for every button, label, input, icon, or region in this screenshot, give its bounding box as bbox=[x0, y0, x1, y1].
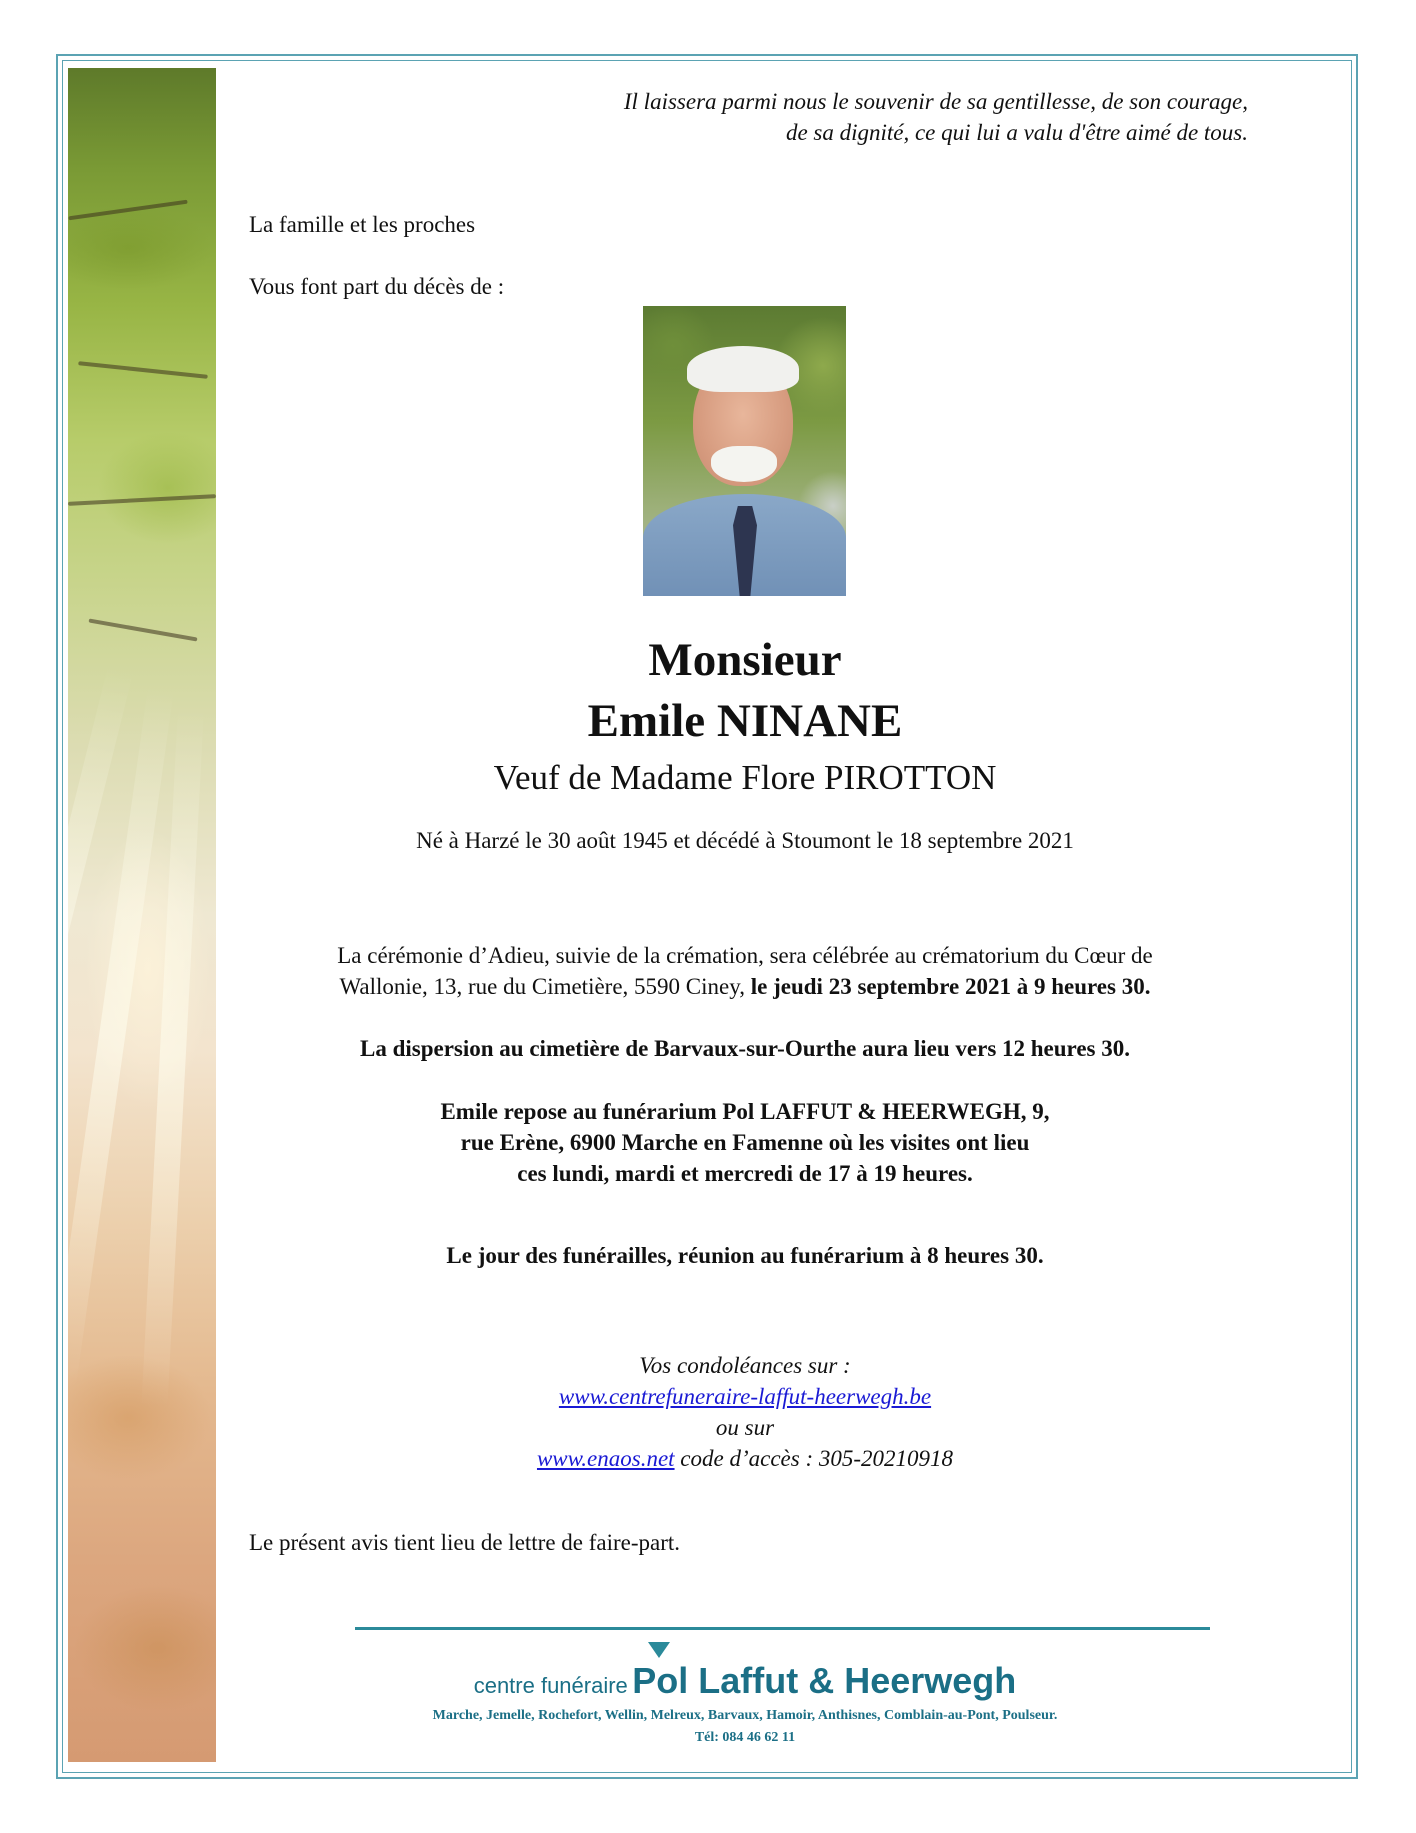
forest-path-image bbox=[68, 68, 216, 1762]
ceremony-line-2 bbox=[240, 971, 1250, 1002]
ceremony-location: Wallonie, 13, rue du Cimetière, 5590 Ciney, bbox=[339, 974, 745, 999]
logo-brand-text: Pol Laffut & Heerwegh bbox=[632, 1660, 1017, 1701]
condolences-heading: Vos condoléances sur : bbox=[639, 1353, 851, 1378]
repose-line-1: Emile repose au funérarium Pol LAFFUT & HEERWEGH, 9, bbox=[440, 1099, 1050, 1124]
condolences-link-enaos[interactable]: www.enaos.net bbox=[536, 1446, 675, 1471]
memorial-quote bbox=[348, 86, 1248, 148]
condolences-link-funeral-home[interactable]: www.centrefuneraire-laffut-heerwegh.be bbox=[558, 1384, 932, 1409]
announce-line: Vous font part du décès de : bbox=[249, 274, 505, 299]
funeral-home-logo bbox=[240, 1660, 1250, 1702]
footer-phone: Tél: 084 46 62 11 bbox=[694, 1730, 796, 1745]
widow-of-line: Veuf de Madame Flore PIROTTON bbox=[493, 758, 997, 797]
condolences-enaos-line bbox=[240, 1443, 1250, 1474]
deceased-title: Monsieur bbox=[648, 634, 842, 686]
quote-line-2: de sa dignité, ce qui lui a valu d'être aimé de tous. bbox=[785, 120, 1248, 145]
condolences-link-line bbox=[240, 1381, 1250, 1412]
logo-triangle-icon bbox=[648, 1642, 670, 1658]
funeral-day-line: Le jour des funérailles, réunion au funérarium à 8 heures 30. bbox=[446, 1243, 1044, 1268]
dispersion-line: La dispersion au cimetière de Barvaux-sur-Ourthe aura lieu vers 12 heures 30. bbox=[359, 1036, 1131, 1061]
footer-towns: Marche, Jemelle, Rochefort, Wellin, Melreux, Barvaux, Hamoir, Anthisnes, Comblain-au-Pont, Poulseur. bbox=[432, 1708, 1058, 1723]
family-line: La famille et les proches bbox=[249, 212, 476, 237]
birth-death-line: Né à Harzé le 30 août 1945 et décédé à Stoumont le 18 septembre 2021 bbox=[416, 828, 1074, 853]
quote-line-1: Il laissera parmi nous le souvenir de sa gentillesse, de son courage, bbox=[623, 89, 1248, 114]
deceased-name: Emile NINANE bbox=[587, 695, 903, 747]
condolences-or: ou sur bbox=[715, 1415, 775, 1440]
logo-small-text: centre funéraire bbox=[473, 1673, 628, 1698]
repose-line-2: rue Erène, 6900 Marche en Famenne où les visites ont lieu bbox=[460, 1130, 1030, 1155]
repose-line-3: ces lundi, mardi et mercredi de 17 à 19 heures. bbox=[517, 1161, 973, 1186]
access-code: code d’accès : 305-20210918 bbox=[680, 1446, 954, 1471]
ceremony-datetime: le jeudi 23 septembre 2021 à 9 heures 30. bbox=[750, 974, 1151, 999]
portrait-photo bbox=[643, 306, 846, 596]
notice-line: Le présent avis tient lieu de lettre de faire-part. bbox=[249, 1530, 681, 1555]
ceremony-line-1: La cérémonie d’Adieu, suivie de la crémation, sera célébrée au crématorium du Cœur de bbox=[337, 943, 1153, 968]
footer-divider bbox=[355, 1627, 1210, 1630]
